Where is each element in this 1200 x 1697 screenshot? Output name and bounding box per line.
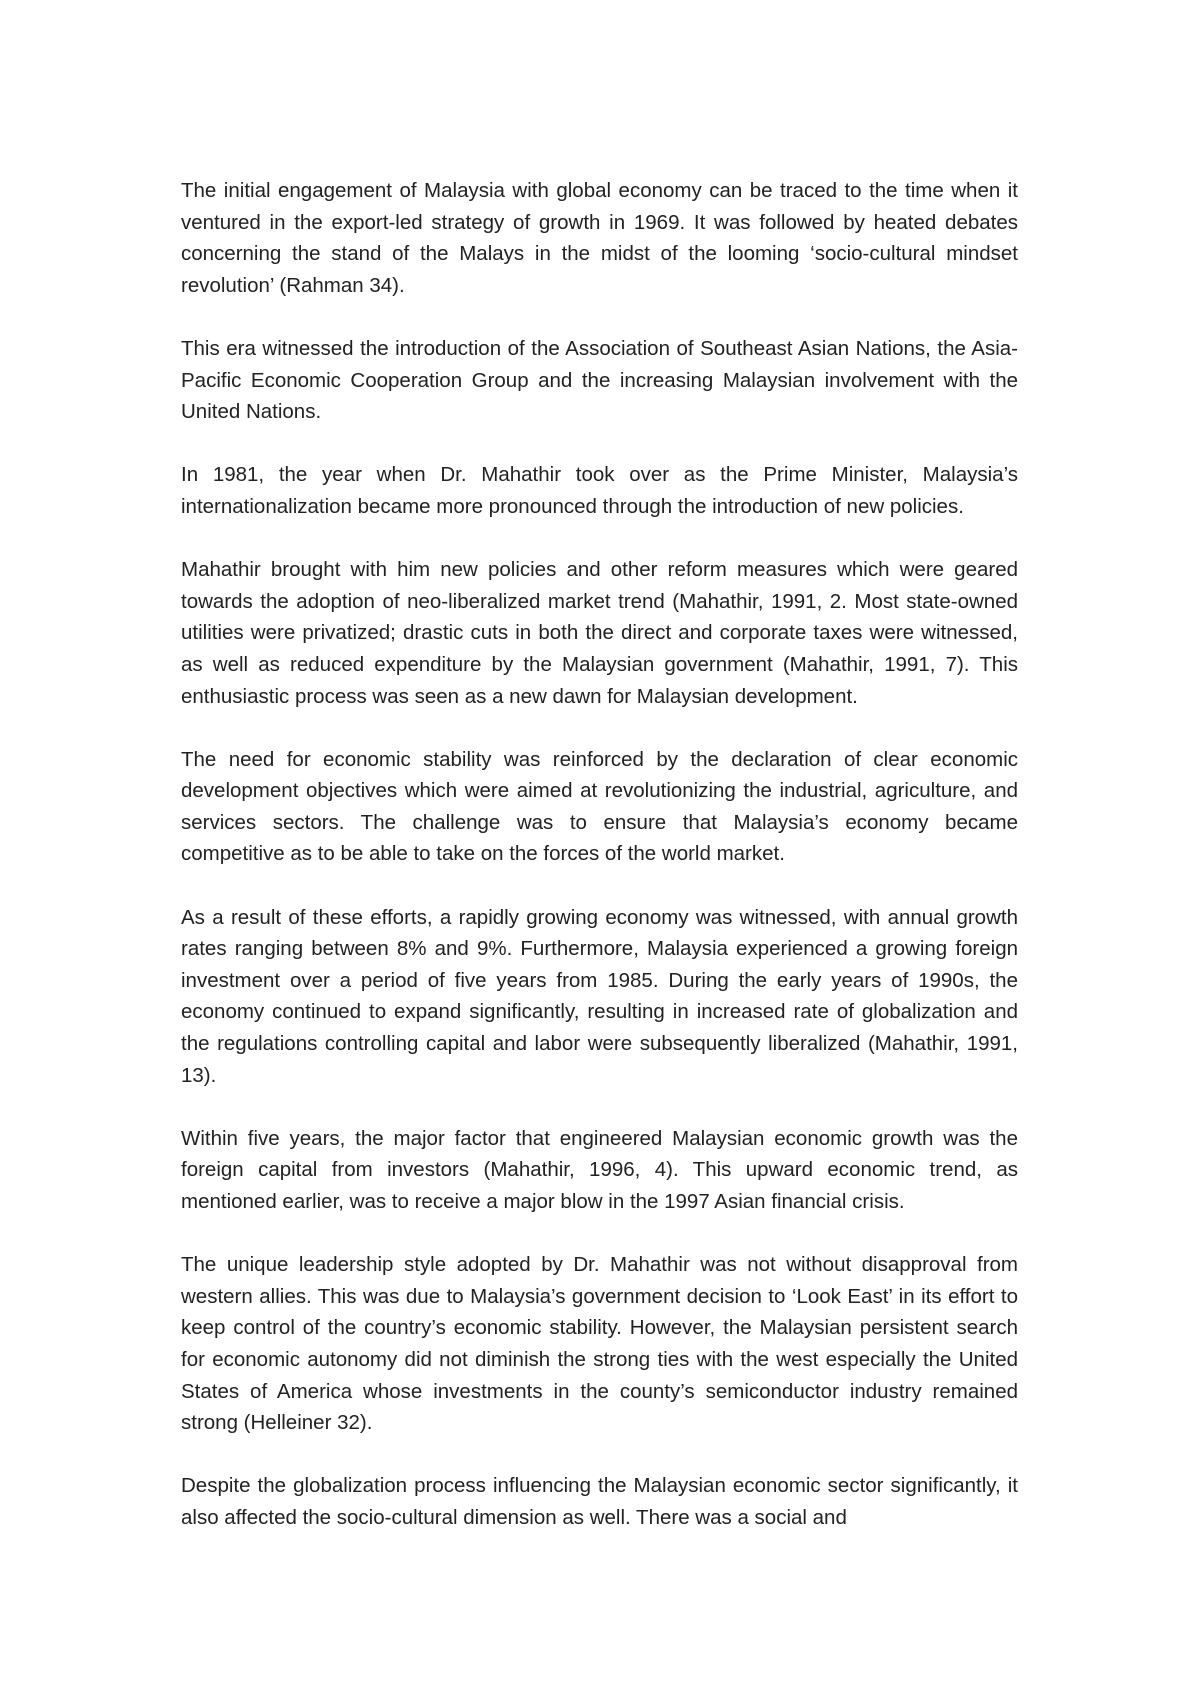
- paragraph-7: Within five years, the major factor that engineered Malaysian economic growth was the foreign capital from investors (Mahathir, 1996, 4). This upward economic trend, as mentioned earlier, was to receive a major blow in the 1997 Asian financial crisis.: [181, 1126, 1018, 1213]
- paragraph-5: The need for economic stability was reinforced by the declaration of clear economic development objectives which were aimed at revolutionizing the industrial, agriculture, and services sectors. The challenge was to ensure that Malaysia’s economy became competitive as to be able to take on the forces of the world market.: [181, 747, 1018, 866]
- paragraph-8: The unique leadership style adopted by Dr. Mahathir was not without disapproval from western allies. This was due to Malaysia’s government decision to ‘Look East’ in its effort to keep control of the country’s economic stability. However, the Malaysian persistent search for economic autonomy did not diminish the strong ties with the west especially the United States of America whose investments in the county’s semiconductor industry remained strong (Helleiner 32).: [181, 1253, 1018, 1435]
- document-body: [181, 175, 1018, 1534]
- paragraph-4: Mahathir brought with him new policies and other reform measures which were geared towards the adoption of neo-liberalized market trend (Mahathir, 1991, 2. Most state-owned utilities were privatized; drastic cuts in both the direct and corporate taxes were witnessed, as well as reduced expenditure by the Malaysian government (Mahathir, 1991, 7). This enthusiastic process was seen as a new dawn for Malaysian development.: [181, 558, 1018, 708]
- paragraph-6: As a result of these efforts, a rapidly growing economy was witnessed, with annual growth rates ranging between 8% and 9%. Furthermore, Malaysia experienced a growing foreign investment over a period of five years from 1985. During the early years of 1990s, the economy continued to expand significantly, resulting in increased rate of globalization and the regulations controlling capital and labor were subsequently liberalized (Mahathir, 1991, 13).: [181, 905, 1018, 1087]
- paragraph-2: This era witnessed the introduction of the Association of Southeast Asian Nations, the Asia-Pacific Economic Cooperation Group and the increasing Malaysian involvement with the United Nations.: [181, 336, 1018, 424]
- paragraph-3: In 1981, the year when Dr. Mahathir took over as the Prime Minister, Malaysia’s internationalization became more pronounced through the introduction of new policies.: [181, 463, 1018, 518]
- paragraph-1: The initial engagement of Malaysia with global economy can be traced to the time when it ventured in the export-led strategy of growth in 1969. It was followed by heated debates concerning the stand of the Malays in the midst of the looming ‘socio-cultural mindset revolution’ (Rahman 34).: [181, 179, 1018, 297]
- paragraph-9: Despite the globalization process influencing the Malaysian economic sector significantly, it also affected the socio-cultural dimension as well. There was a social and: [181, 1474, 1018, 1529]
